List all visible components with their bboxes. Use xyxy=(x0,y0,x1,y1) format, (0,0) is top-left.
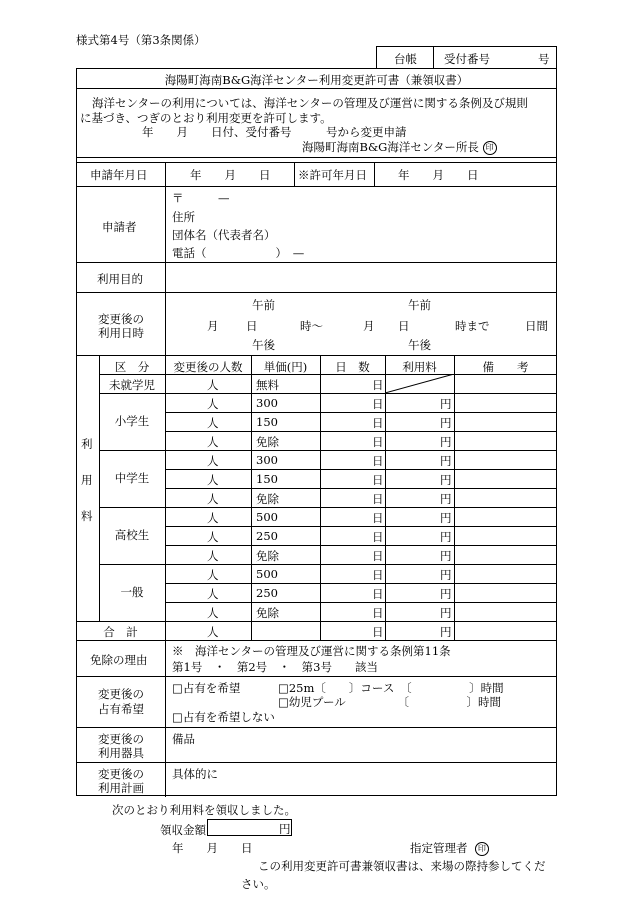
exemption-items: 第1号 ・ 第2号 ・ 第3号 該当 xyxy=(172,660,378,674)
end-pm: 午後 xyxy=(408,338,431,352)
applicant-label: 申請者 xyxy=(102,220,137,234)
fee-vertical-2: 用 xyxy=(81,473,93,487)
group-name-line: 団体名（代表者名） xyxy=(172,228,276,242)
datetime-label-2: 利用日時 xyxy=(98,326,144,340)
header-price: 単価(円) xyxy=(263,360,308,374)
duration-days: 日間 xyxy=(525,319,548,333)
days-unit: 日 xyxy=(372,549,384,563)
header-days: 日 数 xyxy=(335,360,370,374)
plan-value: 具体的に xyxy=(172,767,218,781)
fee-unit: 円 xyxy=(440,530,452,544)
ledger-label: 台帳 xyxy=(394,52,417,66)
fee-unit: 円 xyxy=(440,454,452,468)
unit-price: 免除 xyxy=(256,606,279,620)
datetime-label: 変更後の xyxy=(98,312,144,326)
kids-pool-checkbox[interactable]: □幼児プール 〔 〕時間 xyxy=(278,695,502,709)
category-preschool: 未就学児 xyxy=(109,378,155,392)
fee-row-line xyxy=(165,431,557,432)
total-fee-unit: 円 xyxy=(440,625,452,639)
fee-vertical-1: 利 xyxy=(81,437,93,451)
start-month: 月 xyxy=(207,319,219,333)
seal-icon: 印 xyxy=(475,842,489,856)
equipment-label: 変更後の xyxy=(98,732,144,746)
fee-unit: 円 xyxy=(440,473,452,487)
equipment-label-2: 利用器具 xyxy=(98,746,144,760)
fee-row-line xyxy=(99,507,557,508)
days-unit: 日 xyxy=(372,473,384,487)
unit-price: 250 xyxy=(256,586,278,600)
receipt-amount-label: 領収金額 xyxy=(160,823,206,837)
category-junior-high: 中学生 xyxy=(114,471,150,485)
days-unit: 日 xyxy=(372,568,384,582)
permit-date-value: 年 月 日 xyxy=(398,168,479,182)
receipt-number-label: 受付番号 xyxy=(444,52,490,66)
postal-code: 〒 — xyxy=(172,191,230,205)
change-request-line: 年 月 日付、受付番号 号から変更申請 xyxy=(142,125,407,139)
total-days-unit: 日 xyxy=(372,625,384,639)
apply-date-value: 年 月 日 xyxy=(190,168,271,182)
address-line: 住所 xyxy=(172,210,195,224)
fee-row-line xyxy=(165,526,557,527)
end-am: 午前 xyxy=(408,298,431,312)
unit-price: 免除 xyxy=(256,549,279,563)
days-unit: 日 xyxy=(372,435,384,449)
start-day: 日 xyxy=(246,319,258,333)
unit-price: 150 xyxy=(256,472,278,486)
start-pm: 午後 xyxy=(252,338,275,352)
start-time: 時～ xyxy=(300,319,323,333)
fee-unit: 円 xyxy=(440,606,452,620)
end-time: 時まで xyxy=(455,319,490,333)
header-remarks: 備 考 xyxy=(482,360,529,374)
apply-date-label: 申請年月日 xyxy=(90,168,148,182)
fee-row-line xyxy=(99,564,557,565)
diagonal-slash xyxy=(385,374,455,393)
days-unit: 日 xyxy=(372,511,384,525)
end-month: 月 xyxy=(363,319,375,333)
start-am: 午前 xyxy=(252,298,275,312)
days-unit: 日 xyxy=(372,492,384,506)
fee-unit: 円 xyxy=(440,435,452,449)
occupancy-label-2: 占有希望 xyxy=(98,702,144,716)
plan-label: 変更後の xyxy=(98,767,144,781)
purpose-label: 利用目的 xyxy=(97,272,143,286)
people-unit: 人 xyxy=(207,549,219,563)
people-unit: 人 xyxy=(207,568,219,582)
receipt-date: 年 月 日 xyxy=(172,841,253,855)
header-category: 区 分 xyxy=(114,360,150,374)
fee-unit: 円 xyxy=(440,416,452,430)
people-unit: 人 xyxy=(207,454,219,468)
days-unit: 日 xyxy=(372,416,384,430)
fee-row-line xyxy=(165,469,557,470)
carry-note: この利用変更許可書兼領収書は、来場の際持参してくだ xyxy=(258,859,546,873)
receipt-amount-unit: 円 xyxy=(279,822,291,836)
form-title: 海陽町海南B&G海洋センター利用変更許可書（兼領収書） xyxy=(164,73,469,87)
unit-price: 500 xyxy=(256,567,278,581)
people-unit: 人 xyxy=(207,378,219,392)
header-people: 変更後の人数 xyxy=(173,360,243,374)
seal-icon: 印 xyxy=(483,141,497,155)
people-unit: 人 xyxy=(207,435,219,449)
form-number: 様式第4号（第3条関係） xyxy=(76,33,206,47)
unit-price: 免除 xyxy=(256,435,279,449)
fee-unit: 円 xyxy=(440,492,452,506)
category-general: 一般 xyxy=(120,585,144,599)
occupy-wish-checkbox[interactable]: □占有を希望 xyxy=(172,681,241,695)
end-day: 日 xyxy=(398,319,410,333)
category-high-school: 高校生 xyxy=(114,528,150,542)
carry-note-2: さい。 xyxy=(241,877,276,891)
days-unit: 日 xyxy=(372,587,384,601)
days-unit: 日 xyxy=(372,378,384,392)
director-name: 海陽町海南B&G海洋センター所長 印 xyxy=(302,139,497,155)
receipt-statement: 次のとおり利用料を領収しました。 xyxy=(112,803,296,817)
fee-row-line xyxy=(165,412,557,413)
people-unit: 人 xyxy=(207,606,219,620)
fee-row-line xyxy=(99,374,557,375)
fee-row-line xyxy=(165,545,557,546)
fee-unit: 円 xyxy=(440,568,452,582)
days-unit: 日 xyxy=(372,530,384,544)
fee-unit: 円 xyxy=(440,397,452,411)
fee-row-line xyxy=(165,602,557,603)
unit-price: 300 xyxy=(256,453,278,467)
fee-vertical-3: 料 xyxy=(81,509,93,523)
plan-label-2: 利用計画 xyxy=(98,781,144,795)
fee-row-line xyxy=(99,393,557,394)
people-unit: 人 xyxy=(207,587,219,601)
fee-row-line xyxy=(165,583,557,584)
receipt-number-suffix: 号 xyxy=(538,52,550,66)
phone-line: 電話（ ） — xyxy=(172,246,305,260)
lane-course-checkbox[interactable]: □25m〔 〕コース 〔 〕時間 xyxy=(278,681,504,695)
unit-price: 無料 xyxy=(256,378,279,392)
unit-price: 免除 xyxy=(256,492,279,506)
people-unit: 人 xyxy=(207,416,219,430)
people-unit: 人 xyxy=(207,492,219,506)
no-occupy-checkbox[interactable]: □占有を希望しない xyxy=(172,710,275,724)
category-elementary: 小学生 xyxy=(114,414,150,428)
fee-unit: 円 xyxy=(440,511,452,525)
people-unit: 人 xyxy=(207,530,219,544)
occupancy-label: 変更後の xyxy=(98,687,144,701)
intro-text: 海洋センターの利用については、海洋センターの管理及び運営に関する条例及び規則 xyxy=(92,96,528,110)
days-unit: 日 xyxy=(372,606,384,620)
header-fee: 利用料 xyxy=(402,360,437,374)
total-label: 合 計 xyxy=(103,625,138,639)
unit-price: 500 xyxy=(256,510,278,524)
unit-price: 250 xyxy=(256,529,278,543)
days-unit: 日 xyxy=(372,454,384,468)
exemption-label: 免除の理由 xyxy=(90,653,148,667)
total-people-unit: 人 xyxy=(207,625,219,639)
days-unit: 日 xyxy=(372,397,384,411)
unit-price: 300 xyxy=(256,396,278,410)
permit-date-label: ※許可年月日 xyxy=(298,168,367,182)
people-unit: 人 xyxy=(207,511,219,525)
intro-text-2: に基づき、つぎのとおり利用変更を許可します。 xyxy=(80,111,332,125)
people-unit: 人 xyxy=(207,397,219,411)
exemption-ordinance: ※ 海洋センターの管理及び運営に関する条例第11条 xyxy=(172,644,451,658)
fee-unit: 円 xyxy=(440,549,452,563)
fee-row-line xyxy=(99,450,557,451)
equipment-value: 備品 xyxy=(172,732,195,746)
unit-price: 150 xyxy=(256,415,278,429)
fee-row-line xyxy=(165,488,557,489)
designated-manager: 指定管理者 印 xyxy=(410,840,489,856)
fee-unit: 円 xyxy=(440,587,452,601)
people-unit: 人 xyxy=(207,473,219,487)
